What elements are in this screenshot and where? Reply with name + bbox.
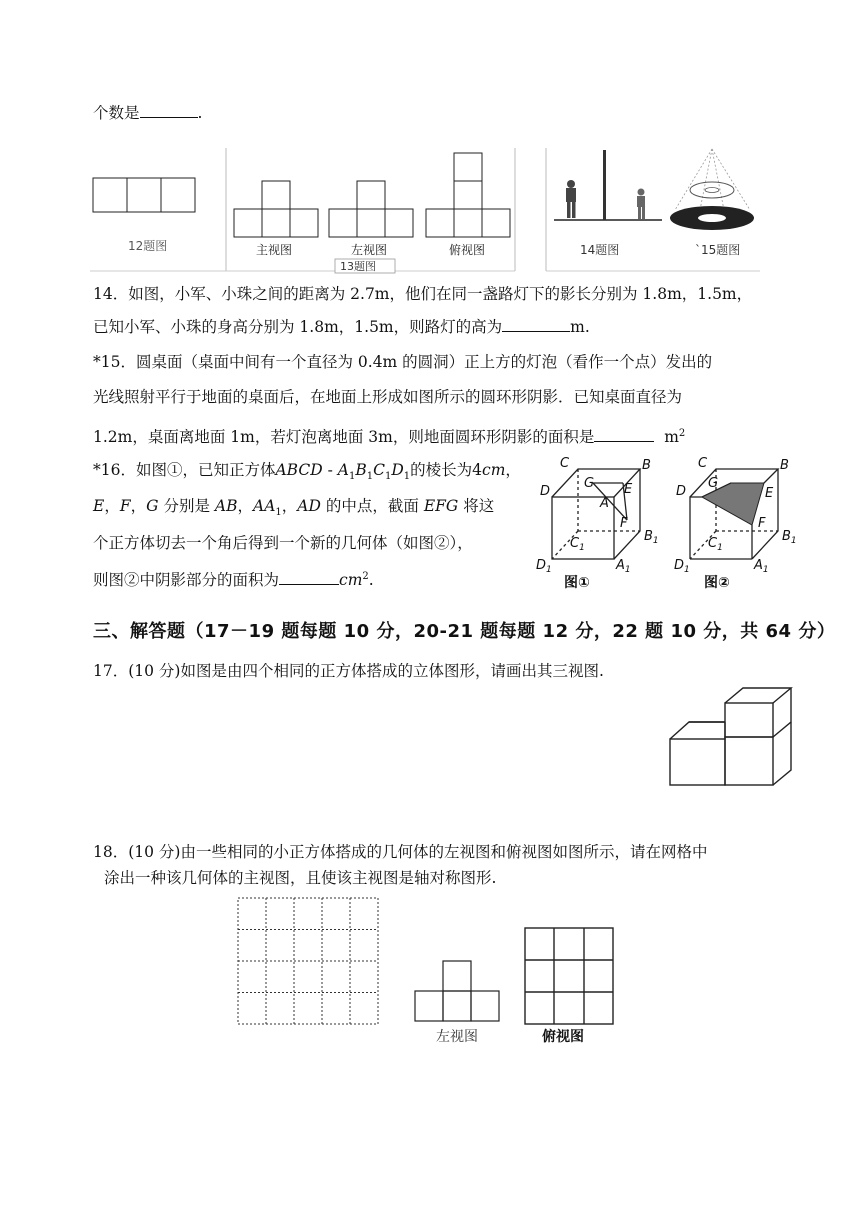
q15-unit-exp: 2 — [678, 428, 686, 439]
q14-figure — [554, 150, 662, 220]
svg-text:B: B — [780, 458, 789, 473]
figures-row-12-15 — [0, 145, 860, 275]
q14-line2-text: 已知小军、小珠的身高分别为 1.8m，1.5m，则路灯的高为 — [93, 318, 503, 336]
q18-top-view — [525, 928, 613, 1024]
answer-blank — [279, 570, 339, 585]
svg-text:A1: $A_1$ — [616, 558, 631, 575]
q16-line2-text-c: 的中点，截面 — [325, 497, 419, 515]
q13-front-caption: 主视图 — [256, 243, 293, 257]
q16-line1-text-b: 的棱长为4 — [410, 461, 483, 479]
q13-top-view — [426, 153, 510, 237]
q16-line1: *16．如图①，已知正方体ABCD - $A_1B_1C_1D_1$的棱长为4cm， — [93, 461, 521, 483]
svg-text:G: G — [584, 476, 595, 491]
q16-line4-text: 则图②中阴影部分的面积为 — [93, 571, 280, 590]
q14-caption: 14题图 — [580, 243, 620, 257]
q18-figures — [230, 892, 630, 1052]
q15-line3-text: 1.2m，桌面离地面 1m，若灯泡离地面 3m，则地面圆环形阴影的面积是 — [93, 428, 595, 447]
svg-text:D1: $D_1$ — [536, 558, 552, 575]
answer-blank — [502, 317, 570, 332]
svg-text:E: E — [765, 486, 774, 501]
q13-left-caption: 左视图 — [351, 243, 388, 257]
q16-line3: 个正方体切去一个角后得到一个新的几何体（如图②）， — [93, 534, 473, 552]
q14-unit: m. — [570, 318, 590, 336]
q16-figures — [528, 455, 798, 595]
q18-left-view-caption: 左视图 — [436, 1029, 478, 1045]
svg-text:C: C — [560, 456, 570, 471]
svg-text:D: D — [540, 484, 551, 499]
q15-line1: *15．圆桌面（桌面中间有一个直径为 0.4m 的圆洞）正上方的灯泡（看作一个点）发出的 — [93, 353, 713, 371]
svg-text:A: A — [600, 496, 609, 511]
q13-tail-text: 个数是 — [93, 104, 140, 122]
q13-left-view — [329, 181, 413, 237]
q16-line2: E，F，G 分别是 AB，$AA_1$，AD 的中点，截面 EFG 将这 — [93, 497, 495, 519]
q13-caption: 13题图 — [340, 260, 376, 273]
q18-left-view — [415, 961, 499, 1021]
svg-text:G: G — [708, 476, 719, 491]
q17-line: 17．(10 分)如图是由四个相同的正方体搭成的立体图形，请画出其三视图. — [93, 662, 604, 680]
q18-line2: 涂出一种该几何体的主视图，且使该主视图是轴对称图形. — [104, 869, 497, 887]
q13-tail-end: . — [197, 104, 203, 122]
svg-text:F: F — [620, 516, 628, 531]
q17-figure — [665, 685, 815, 795]
svg-text:C1: $C_1$ — [708, 536, 723, 553]
svg-text:F: F — [758, 516, 766, 531]
q15-unit: m — [664, 428, 679, 447]
q16-fig1-caption: 图① — [564, 575, 590, 591]
answer-blank — [140, 103, 198, 118]
svg-text:B1: $B_1$ — [782, 529, 797, 546]
q16-line2-text: 分别是 — [163, 497, 210, 515]
q15-figure — [670, 149, 754, 230]
svg-text:B: B — [642, 458, 651, 473]
svg-text:A1: $A_1$ — [754, 558, 769, 575]
svg-text:E: E — [624, 482, 633, 497]
q18-answer-grid — [238, 898, 378, 1024]
svg-text:B1: $B_1$ — [644, 529, 659, 546]
q13-tail-line — [93, 102, 202, 124]
svg-text:C1: $C_1$ — [570, 536, 585, 553]
q15-caption: `15题图 — [695, 243, 741, 257]
q13-top-caption: 俯视图 — [449, 243, 486, 257]
q13-front-view — [234, 181, 318, 237]
q14-line2 — [93, 316, 590, 338]
q12-figure — [93, 178, 195, 212]
q16-line2-text-d: 将这 — [463, 497, 495, 515]
svg-text:C: C — [698, 456, 708, 471]
q15-line3 — [93, 423, 685, 448]
q15-line2: 光线照射平行于地面的桌面后，在地面上形成如图所示的圆环形阴影．已知桌面直径为 — [93, 388, 683, 406]
svg-text:D1: $D_1$ — [674, 558, 690, 575]
q18-top-view-caption: 俯视图 — [542, 1029, 584, 1045]
q14-line1: 14．如图，小军、小珠之间的距离为 2.7m，他们在同一盏路灯下的影长分别为 1.8m，1.5m， — [93, 285, 753, 303]
q16-line1-text: *16．如图①，已知正方体 — [93, 461, 276, 479]
answer-blank — [594, 427, 654, 442]
section-3-heading: 三、解答题（17－19 题每题 10 分，20-21 题每题 12 分，22 题 10 分，共 64 分） — [93, 621, 836, 642]
q16-line4: 则图②中阴影部分的面积为 $cm^2$. — [93, 571, 374, 590]
q18-line1: 18．(10 分)由一些相同的小正方体搭成的几何体的左视图和俯视图如图所示，请在网格中 — [93, 843, 708, 861]
q16-fig2-caption: 图② — [704, 575, 730, 591]
svg-text:D: D — [676, 484, 687, 499]
q12-caption: 12题图 — [128, 239, 168, 253]
